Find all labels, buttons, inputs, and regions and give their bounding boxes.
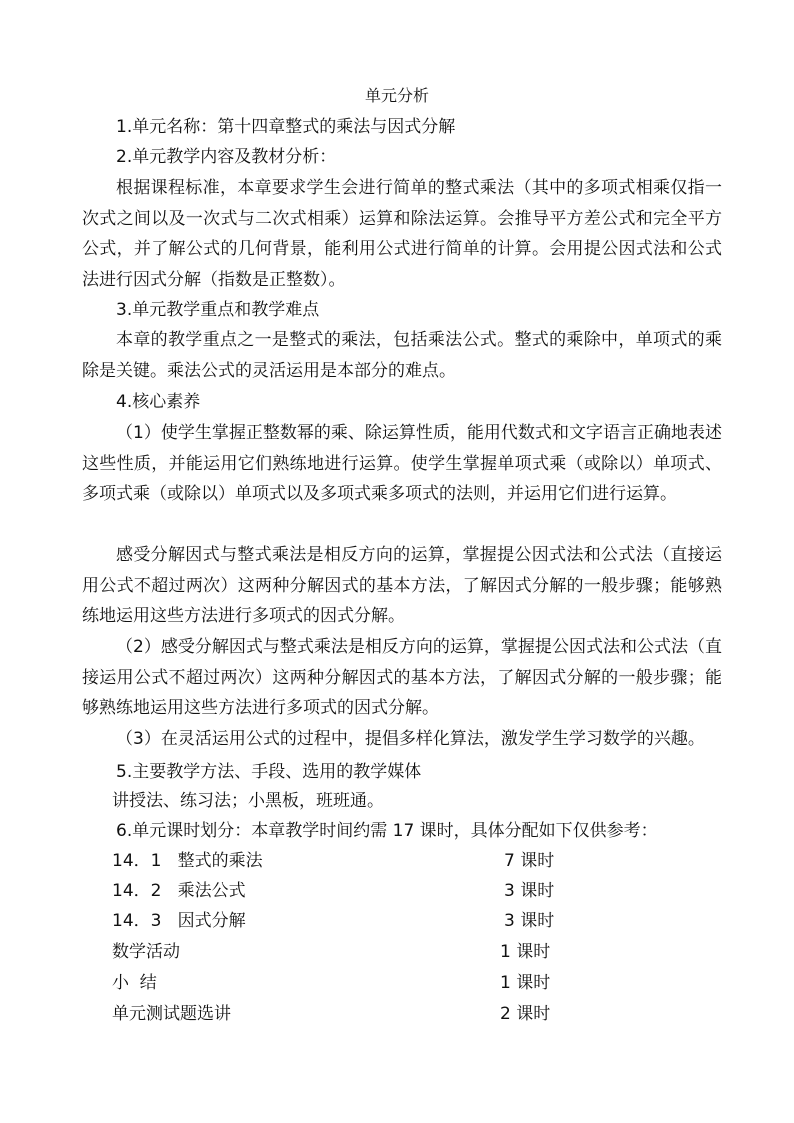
schedule-row	[112, 849, 632, 873]
schedule-row	[112, 971, 632, 995]
schedule-row	[112, 879, 632, 903]
schedule-item: 14．1 整式的乘法	[112, 851, 263, 871]
schedule-hours: 3 课时	[504, 911, 555, 931]
section-unit-name: 1.单元名称：第十四章整式的乘法与因式分解	[116, 117, 456, 137]
section-content-heading: 2.单元教学内容及教材分析：	[116, 147, 337, 167]
schedule-item: 数学活动	[112, 942, 180, 962]
core-literacy-paragraph-1: （1）使学生掌握正整数幂的乘、除运算性质，能用代数式和文字语言正确地表述这些性质，并能运用它们熟练地进行运算。使学生掌握单项式乘（或除以）单项式、多项式乘（或除以）单项式以及多项式乘多项式的法则，并运用它们进行运算。	[82, 423, 722, 504]
schedule-hours: 2 课时	[500, 1004, 551, 1024]
schedule-item: 单元测试题选讲	[112, 1004, 231, 1024]
schedule-hours: 3 课时	[504, 881, 555, 901]
schedule-hours: 1 课时	[500, 973, 551, 993]
schedule-row	[112, 909, 632, 933]
schedule-item: 14．2 乘法公式	[112, 881, 246, 901]
schedule-hours: 1 课时	[500, 942, 551, 962]
section-methods-heading: 5.主要教学方法、手段、选用的教学媒体	[116, 762, 422, 782]
schedule-item: 14．3 因式分解	[112, 911, 246, 931]
page-title: 单元分析	[364, 86, 429, 105]
section-schedule-heading: 6.单元课时划分：本章教学时间约需 17 课时，具体分配如下仅供参考：	[116, 821, 658, 841]
schedule-row	[112, 940, 632, 964]
content-analysis-paragraph: 根据课程标准，本章要求学生会进行简单的整式乘法（其中的多项式相乘仅指一次式之间以及一次式与二次式相乘）运算和除法运算。会推导平方差公式和完全平方公式，并了解公式的几何背景，能利用公式进行简单的计算。会用提公因式法和公式法进行因式分解（指数是正整数）。	[82, 178, 722, 290]
schedule-row	[112, 1002, 632, 1026]
key-points-paragraph: 本章的教学重点之一是整式的乘法，包括乘法公式。整式的乘除中，单项式的乘除是关键。乘法公式的灵活运用是本部分的难点。	[82, 330, 722, 381]
schedule-item: 小 结	[112, 973, 157, 993]
section-core-literacy-heading: 4.核心素养	[116, 392, 201, 412]
core-literacy-paragraph-3: （2）感受分解因式与整式乘法是相反方向的运算，掌握提公因式法和公式法（直接运用公式不超过两次）这两种分解因式的基本方法，了解因式分解的一般步骤；能够熟练地运用这些方法进行多项式的因式分解。	[82, 637, 722, 718]
schedule-hours: 7 课时	[504, 851, 555, 871]
core-literacy-paragraph-2: 感受分解因式与整式乘法是相反方向的运算，掌握提公因式法和公式法（直接运用公式不超过两次）这两种分解因式的基本方法，了解因式分解的一般步骤；能够熟练地运用这些方法进行多项式的因式分解。	[82, 545, 722, 626]
section-key-points-heading: 3.单元教学重点和教学难点	[116, 300, 320, 320]
core-literacy-paragraph-4: （3）在灵活运用公式的过程中，提倡多样化算法，激发学生学习数学的兴趣。	[116, 729, 705, 749]
methods-text: 讲授法、练习法；小黑板，班班通。	[112, 791, 384, 811]
